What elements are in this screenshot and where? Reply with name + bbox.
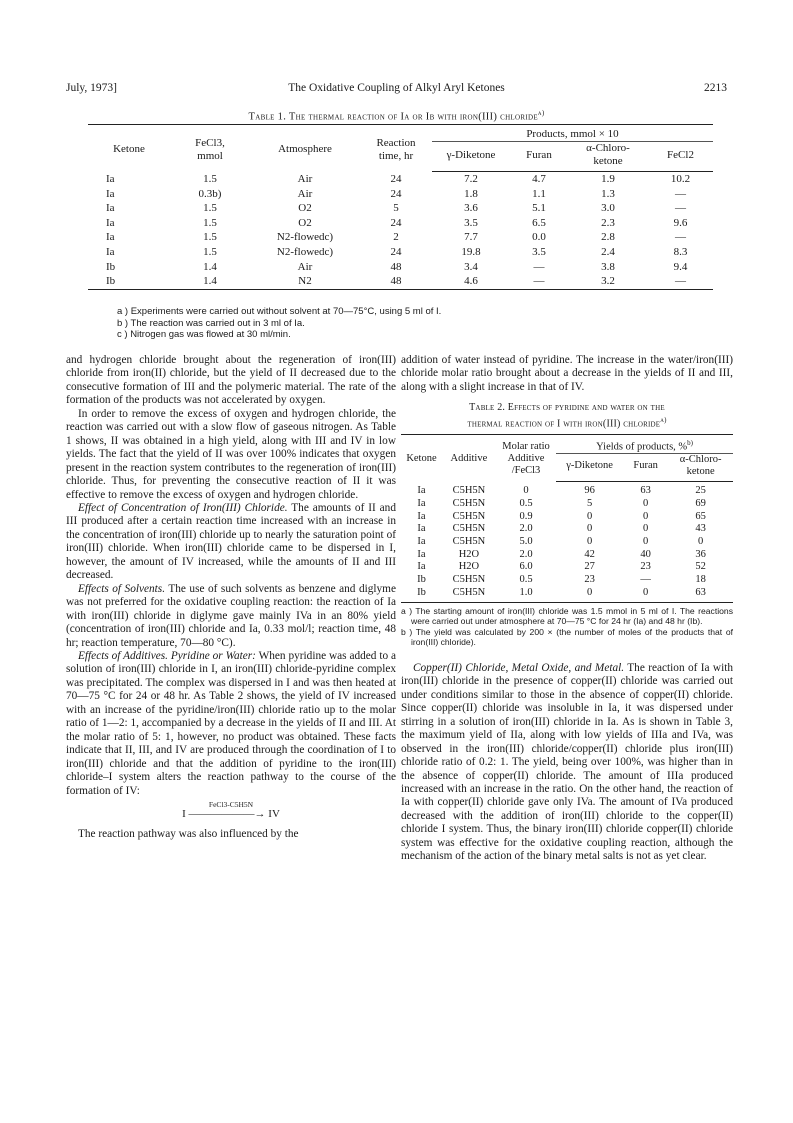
col-additive: Additive xyxy=(450,453,488,465)
table-cell: 25 xyxy=(695,485,706,497)
col-chloroketone: α-Chloro- ketone xyxy=(668,454,733,482)
table-row xyxy=(401,536,733,549)
table-cell: N2-flowedc) xyxy=(276,231,334,244)
table1-note: b ) The reaction was carried out in 3 ml of Ia. xyxy=(117,317,305,329)
table-cell: Ia xyxy=(417,484,426,496)
paragraph: In order to remove the excess of oxygen and hydrogen chloride, the reaction was carried out with a slow flow of gaseous nitrogen. As Table 1 shows, II was obtained in a high yield, along with III and IV in low yields. The fact that the yield of II was over 100% indicates that oxygen present in the reaction system contributes to the regeneration of iron(III) chloride. Thus, for preventing the consecutive reaction of II it was effective to remove the excess of oxygen and hydrogen chloride. xyxy=(66,407,396,501)
table-cell: 0 xyxy=(643,497,649,509)
table-cell: 1.4 xyxy=(170,274,250,289)
table-cell: 7.7 xyxy=(464,231,478,244)
table-cell: 52 xyxy=(695,561,706,573)
table-cell: 9.6 xyxy=(673,216,688,229)
table1-note: c ) Nitrogen gas was flowed at 30 ml/min. xyxy=(117,329,291,340)
table-cell: 2.0 xyxy=(519,523,533,535)
table-cell: 5 xyxy=(393,202,399,215)
col-products-group: Products, mmol × 10 xyxy=(432,125,713,142)
table-cell: 19.8 xyxy=(461,245,481,258)
section-heading: Effects of Solvents. xyxy=(78,582,166,595)
page-number: 2213 xyxy=(704,82,727,94)
paragraph: Effects of Solvents. The use of such solvents as benzene and diglyme was not preferred for the oxidative coupling reaction: the reaction of Ia with iron(III) chloride in diglyme gave mainly IVa in an 80% yield (concentration of iron(III) chloride and Ia, 0.33 mol/l; reaction time, 48 hr; reaction temperature, 70—80 °C). xyxy=(66,582,396,649)
table-cell: 69 xyxy=(695,497,706,509)
table-row xyxy=(88,216,713,231)
table-cell: 3.2 xyxy=(568,274,648,289)
table-cell: C5H5N xyxy=(452,536,486,547)
table-cell: 7.2 xyxy=(464,173,478,185)
table-cell: Ia xyxy=(106,216,115,229)
table-cell: 10.2 xyxy=(670,173,691,185)
table-cell: 3.6 xyxy=(464,202,478,215)
col-diketone: γ-Diketone xyxy=(432,142,510,172)
table-cell: — xyxy=(675,231,686,244)
table2 xyxy=(401,434,733,603)
table-cell: 4.7 xyxy=(532,173,546,185)
table-row xyxy=(88,260,713,275)
table-cell: 2.4 xyxy=(601,245,615,258)
table-cell: 18 xyxy=(695,574,706,586)
table-cell: 5 xyxy=(586,497,593,509)
col-time: Reaction time, hr xyxy=(376,136,416,162)
table-cell: O2 xyxy=(298,202,312,215)
table-cell: Ia xyxy=(417,561,426,573)
table-cell: 2.3 xyxy=(601,216,615,229)
table-cell: 3.5 xyxy=(532,245,546,258)
table-cell: C5H5N xyxy=(442,587,496,602)
col-fecl3: FeCl3, mmol xyxy=(195,136,225,162)
left-column xyxy=(66,354,396,841)
table-cell: Ia xyxy=(106,231,115,244)
table-cell: 63 xyxy=(668,587,733,602)
table-cell: 1.5 xyxy=(203,172,217,185)
table-cell: Ia xyxy=(417,523,426,535)
table-cell: 1.1 xyxy=(532,187,546,200)
col-diketone: γ-Diketone xyxy=(556,454,623,482)
table-cell: 3.4 xyxy=(464,260,478,273)
table-row xyxy=(401,482,733,498)
table-cell: 0 xyxy=(643,523,649,535)
table-cell: 48 xyxy=(390,260,402,273)
table-cell: H2O xyxy=(458,561,480,573)
table-cell: — xyxy=(533,260,545,273)
table-cell: Air xyxy=(297,187,313,200)
table-cell: Ia xyxy=(417,536,426,547)
table-row xyxy=(401,549,733,562)
header-title: The Oxidative Coupling of Alkyl Aryl Ketones xyxy=(288,82,505,94)
table-cell: 2.8 xyxy=(601,231,615,244)
table-cell: 24 xyxy=(390,245,402,258)
table-cell: Ia xyxy=(417,510,426,522)
table-row xyxy=(88,201,713,216)
table2-note: b ) The yield was calculated by 200 × (the number of moles of the products that of iron(III) chloride). xyxy=(401,626,733,648)
table-cell: 0 xyxy=(586,510,593,522)
product: IV xyxy=(268,807,280,820)
table-cell: 0 xyxy=(698,536,704,547)
table-cell: Air xyxy=(297,260,313,273)
table2-notes xyxy=(401,606,733,648)
table-cell: C5H5N xyxy=(452,484,486,496)
table1-header xyxy=(88,125,713,172)
table-cell: 24 xyxy=(390,216,402,229)
paragraph: Copper(II) Chloride, Metal Oxide, and Metal. The reaction of Ia with iron(III) chloride in the presence of copper(II) chloride was carried out under conditions similar to those in the absence of copper(II) chloride. Since copper(II) chloride was insoluble in Ia, it was dispersed under stirring in a solution of iron(III) chloride in Ia. As is shown in Table 3, the maximum yield of IIa, along with low yields of IIIa and IVa, was observed in the iron(III) chloride/copper(II) chloride plus iron(III) chloride ratio of 0.2: 1. The yield, being over 100%, was higher than in the absence of copper(II) chloride. The amount of IIIa produced increased with an increase in the ratio. On the other hand, the reaction of Ia with copper(II) chloride gave only IVa. The amount of IVa produced decreased with the addition of iron(III) chloride to the copper(II) chloride I system. Thus, the binary iron(III) chloride copper(II) chloride system was effective for the oxidative coupling reaction, although the mechanism of the action of the binary metal salts is not as yet clear. xyxy=(401,661,734,863)
table-cell: Ib xyxy=(106,260,116,273)
paragraph: and hydrogen chloride brought about the regeneration of iron(III) chloride from iron(II) chloride, but the yield of II decreased due to the consecutive formation of III and the polymeric material. The rate of the formation of the products was not accelerated by oxygen. xyxy=(66,354,396,407)
table-cell: 0.9 xyxy=(519,510,533,522)
table-cell: 24 xyxy=(390,172,402,185)
table-cell: H2O xyxy=(458,548,480,560)
reaction-arrow: ——————→ xyxy=(188,807,266,820)
table-cell: 3.8 xyxy=(601,260,615,273)
table-cell: 1.5 xyxy=(203,216,217,229)
table-cell: 0.0 xyxy=(532,231,546,244)
table-cell: Ib xyxy=(401,587,442,602)
col-ketone: Ketone xyxy=(113,143,145,156)
table-cell: 40 xyxy=(640,548,651,560)
col-furan: Furan xyxy=(623,454,668,482)
table-cell: — xyxy=(640,574,651,586)
table-cell: 2.0 xyxy=(519,548,533,560)
table-cell: Ib xyxy=(417,574,426,586)
table-cell: C5H5N xyxy=(452,510,486,522)
table-row xyxy=(401,587,733,602)
table-cell: 9.4 xyxy=(673,260,688,273)
table1-note: a ) Experiments were carried out without solvent at 70—75°C, using 5 ml of I. xyxy=(117,306,442,317)
running-header xyxy=(66,82,727,98)
col-ketone: Ketone xyxy=(406,453,437,465)
table-cell: 96 xyxy=(584,485,595,497)
table-row xyxy=(88,230,713,245)
table-cell: 1.8 xyxy=(464,187,478,200)
table-cell: 2 xyxy=(393,231,399,244)
section-heading: Effect of Concentration of Iron(III) Chloride. xyxy=(78,501,288,514)
table-cell: 63 xyxy=(640,485,651,497)
section-heading: Effects of Additives. xyxy=(78,649,168,662)
table-cell: 1.5 xyxy=(203,245,217,258)
paragraph: Effect of Concentration of Iron(III) Chloride. The amounts of II and III produced after a certain reaction time increased with an increase in the concentration of iron(III) chloride up to nearly the saturation point of iron(III) chloride. When iron(III) chloride came to be dispersed in I, however, the amount of IV increased, while the amounts of II and III decreased. xyxy=(66,501,396,582)
table1-body xyxy=(88,172,713,290)
table-cell: 1.0 xyxy=(496,587,556,602)
paragraph: The reaction pathway was also influenced by the xyxy=(78,827,299,840)
table-cell: 6.0 xyxy=(519,561,533,573)
table-cell: N2 xyxy=(250,274,360,289)
table-cell: 0.5 xyxy=(519,497,533,509)
table-cell: 43 xyxy=(695,523,706,535)
table-cell: — xyxy=(675,187,686,200)
table-cell: 6.5 xyxy=(532,216,546,229)
table-row xyxy=(401,561,733,574)
table-cell: C5H5N xyxy=(452,497,486,509)
table-cell: 0.5 xyxy=(519,574,533,586)
table-cell: O2 xyxy=(298,216,312,229)
table-cell: 48 xyxy=(360,274,432,289)
table-row xyxy=(401,574,733,587)
table-cell: 0 xyxy=(623,587,668,602)
table-cell: — xyxy=(510,274,568,289)
table-cell: 0 xyxy=(586,536,593,547)
table-cell: 0 xyxy=(523,484,529,496)
table-cell: 8.3 xyxy=(673,245,688,258)
col-atmosphere: Atmosphere xyxy=(278,143,332,156)
table-cell: 42 xyxy=(584,548,595,560)
table-cell: Ia xyxy=(106,202,115,215)
table1 xyxy=(88,124,713,290)
table2-note: a ) The starting amount of iron(III) chloride was 1.5 mmol in 5 ml of I. The reactions were carried out under atmosphere at 70—75 °C for 24 hr (Ia) and 48 hr (Ib). xyxy=(401,605,733,627)
col-molar-ratio: Molar ratio Additive /FeCl3 xyxy=(502,441,550,477)
table-cell: Ia xyxy=(417,497,426,509)
reaction-reagent: FeCl3-C5H5N xyxy=(208,799,254,809)
table-cell: 36 xyxy=(695,548,706,560)
table-cell: Ia xyxy=(417,548,426,560)
col-chloroketone: α-Chloro- ketone xyxy=(568,142,648,172)
table-cell: 4.6 xyxy=(432,274,510,289)
table-row xyxy=(401,523,733,536)
table2-caption: Table 2. Effects of pyridine and water on the thermal reaction of I with iron(III) chloride$^{a)}$ xyxy=(467,402,667,430)
table-row xyxy=(401,511,733,524)
table-cell: Ia xyxy=(106,187,115,200)
table-row xyxy=(88,172,713,187)
header-date: July, 1973] xyxy=(66,82,118,94)
table-cell: 0.3b) xyxy=(198,187,222,200)
table-cell: 5.1 xyxy=(532,202,546,215)
table-row xyxy=(88,245,713,260)
table1-notes xyxy=(117,306,441,341)
table-cell: 27 xyxy=(584,561,595,573)
paragraph: Effects of Additives. Pyridine or Water: When pyridine was added to a solution of iron(III) chloride in I, an iron(III) chloride-pyridine complex was precipitated. The complex was dispersed in I and was then heated at 70—75 °C for 24 or 48 hr. As Table 2 shows, the yield of IV increased with an increase of the pyridine/iron(III) chloride ratio up to the molar ratio of 1—2: 1, accompanied by a decrease in the yields of II and III. At the molar ratio of 5: 1, however, no product was obtained. These facts indicate that II, III, and IV are produced through the coordination of I to iron(III) chloride and that the addition of pyridine to the iron(III) chloride–I system alters the reaction pathway to the course of the formation of IV: xyxy=(66,649,396,797)
table-cell: Ia xyxy=(106,245,115,258)
table-cell: 0 xyxy=(643,510,649,522)
table-cell: 3.0 xyxy=(601,202,615,215)
table-cell: 1.9 xyxy=(601,173,615,185)
table-cell: 0 xyxy=(556,587,623,602)
paragraph: addition of water instead of pyridine. The increase in the water/iron(III) chloride molar ratio brought about a decrease in the yields of II and III, along with a slight increase in that of IV. xyxy=(401,354,733,393)
subsection-heading: Pyridine or Water: xyxy=(170,649,256,662)
table-cell: Air xyxy=(297,172,313,185)
table-cell: 65 xyxy=(695,510,706,522)
table-cell: 1.5 xyxy=(203,231,217,244)
table2-body xyxy=(401,482,733,602)
table2-header xyxy=(401,434,733,482)
table-cell: — xyxy=(675,202,686,215)
table-cell: Ia xyxy=(106,172,115,185)
table-cell: 23 xyxy=(640,561,651,573)
table-row xyxy=(88,274,713,289)
table-cell: 1.4 xyxy=(203,260,217,273)
table-cell: 1.5 xyxy=(203,202,217,215)
table-cell: 1.3 xyxy=(601,187,615,200)
table-cell: — xyxy=(648,274,713,289)
table-cell: Ib xyxy=(88,274,170,289)
table-row xyxy=(401,498,733,511)
table1-caption: Table 1. The thermal reaction of Ia or Ib with iron(III) chloride$^{a)}$ xyxy=(248,109,545,123)
reactant: I xyxy=(182,807,186,820)
table-cell: 3.5 xyxy=(464,216,478,229)
table-cell: 5.0 xyxy=(519,536,533,547)
table-cell: 0 xyxy=(643,536,649,547)
col-fecl2: FeCl2 xyxy=(648,142,713,172)
table-cell: C5H5N xyxy=(452,574,486,586)
reaction-equation xyxy=(66,798,396,828)
table-cell: 23 xyxy=(584,574,595,586)
table-cell: C5H5N xyxy=(452,523,486,535)
right-column xyxy=(401,354,733,864)
table-row xyxy=(88,187,713,202)
col-furan: Furan xyxy=(510,142,568,172)
table-cell: 24 xyxy=(390,187,402,200)
col-yields-group: Yields of products, %$^{b)}$ xyxy=(556,434,733,454)
table-cell: N2-flowedc) xyxy=(276,245,334,258)
section-heading: Copper(II) Chloride, Metal Oxide, and Metal. xyxy=(413,661,625,674)
table-cell: 0 xyxy=(586,523,593,535)
